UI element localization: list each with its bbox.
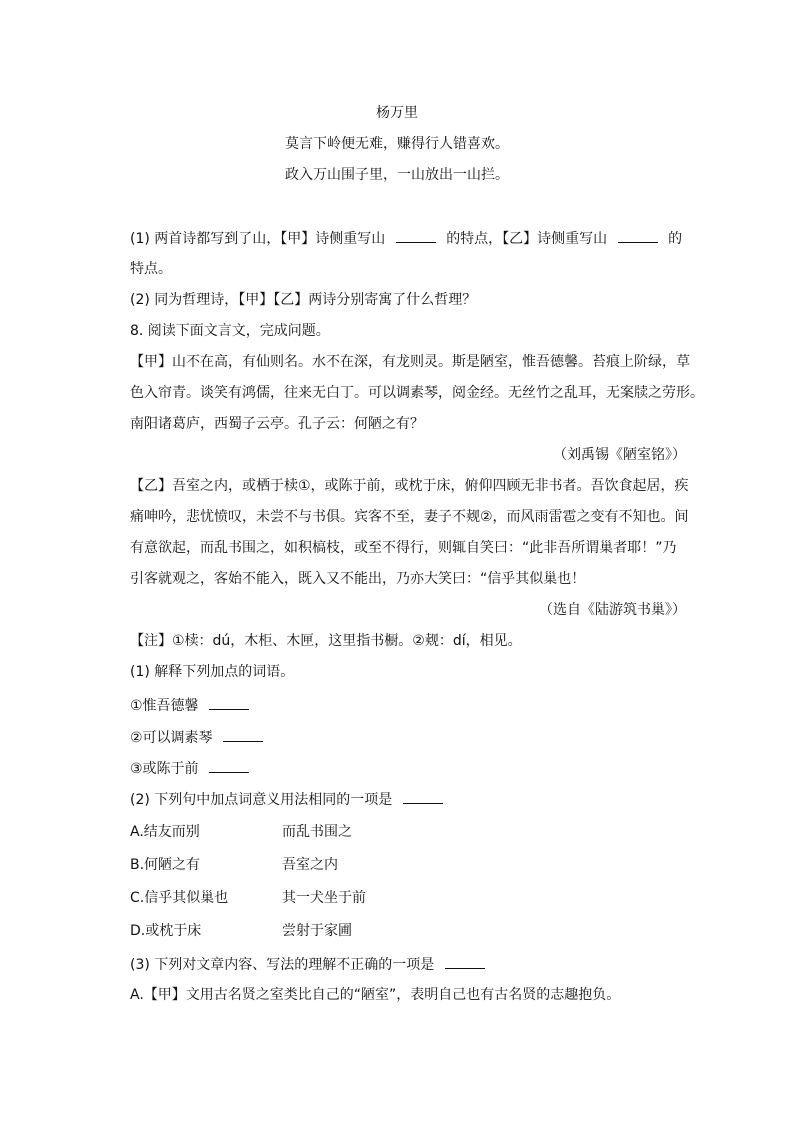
option-c-right: 其一犬坐于前: [282, 890, 366, 906]
passage-jia-line-2: 色入帘青。谈笑有鸿儒，往来无白丁。可以调素琴，阅金经。无丝竹之乱耳，无案牍之劳形。: [130, 385, 704, 401]
option-d-right: 尝射于家圃: [282, 923, 352, 939]
question-7-1-text-c: 的: [668, 231, 683, 247]
poem-author: 杨万里: [376, 105, 418, 121]
passage-yi-line-4: 引客就观之，客始不能入，既入又不能出，乃亦大笑曰：“信乎其似巢也！: [130, 571, 586, 587]
question-8-1-item-a: [130, 695, 249, 716]
answer-blank[interactable]: [209, 758, 249, 773]
item-text: ②可以调素琴: [130, 730, 213, 746]
question-8-1-item-b: [130, 727, 263, 748]
option-a-right: 而乱书围之: [282, 824, 352, 840]
question-8-3-option-a[interactable]: A.【甲】文用古名贤之室类比自己的“陋室”，表明自己也有古名贤的志趣抱负。: [130, 987, 621, 1003]
option-a-left[interactable]: A.结友而别: [130, 824, 200, 840]
passage-jia-source: （刘禹锡《陋室铭》）: [553, 447, 686, 463]
passage-yi-line-2: 痛呻吟，悲忧愤叹，未尝不与书俱。宾客不至，妻子不觌②，而风雨雷雹之变有不知也。间: [130, 509, 689, 525]
poem-line-2: 政入万山围子里，一山放出一山拦。: [285, 167, 509, 183]
answer-blank[interactable]: [396, 228, 436, 243]
option-b-right: 吾室之内: [282, 857, 338, 873]
poem-line-1: 莫言下岭便无难，赚得行人错喜欢。: [285, 136, 509, 152]
answer-blank[interactable]: [223, 727, 263, 742]
passage-jia-line-3: 南阳诸葛庐，西蜀子云亭。孔子云：何陋之有？: [130, 416, 424, 432]
question-8-1: (1) 解释下列加点的词语。: [130, 664, 295, 680]
question-7-1: [130, 228, 682, 249]
option-c-left[interactable]: C.信乎其似巢也: [130, 890, 229, 906]
question-text: (2) 下列句中加点词意义用法相同的一项是: [130, 792, 393, 808]
passage-yi-line-3: 有意欲起，而乱书围之，如积槁枝，或至不得行，则辄自笑曰：“此非吾所谓巢者耶！”乃: [130, 540, 677, 556]
passage-yi-line-1: 【乙】吾室之内，或栖于椟①，或陈于前，或枕于床，俯仰四顾无非书者。吾饮食起居，疾: [130, 478, 689, 494]
answer-blank[interactable]: [403, 789, 443, 804]
answer-blank[interactable]: [445, 954, 485, 969]
question-8-2: [130, 789, 443, 810]
item-text: ①惟吾德馨: [130, 698, 199, 714]
question-7-1-text-a: (1) 两首诗都写到了山，【甲】诗侧重写山: [130, 231, 386, 247]
item-text: ③或陈于前: [130, 761, 199, 777]
passage-yi-source: （选自《陆游筑书巢》）: [539, 602, 686, 618]
question-8-3: [130, 954, 485, 975]
question-7-2: (2) 同为哲理诗，【甲】【乙】两诗分别寄寓了什么哲理？: [130, 292, 477, 308]
option-b-left[interactable]: B.何陋之有: [130, 857, 201, 873]
question-text: (3) 下列对文章内容、写法的理解不正确的一项是: [130, 957, 435, 973]
annotation-note: 【注】①椟：dú，木柜、木匣，这里指书橱。②觌：dí，相见。: [130, 633, 522, 649]
question-7-1-text-b: 的特点，【乙】诗侧重写山: [446, 231, 608, 247]
question-8-1-item-c: [130, 758, 249, 779]
question-7-1-cont: 特点。: [130, 261, 172, 277]
option-d-left[interactable]: D.或枕于床: [130, 923, 202, 939]
question-8-intro: 8. 阅读下面文言文，完成问题。: [130, 323, 330, 339]
passage-jia-line-1: 【甲】山不在高，有仙则名。水不在深，有龙则灵。斯是陋室，惟吾德馨。苔痕上阶绿，草: [130, 354, 690, 370]
answer-blank[interactable]: [209, 695, 249, 710]
answer-blank[interactable]: [618, 228, 658, 243]
